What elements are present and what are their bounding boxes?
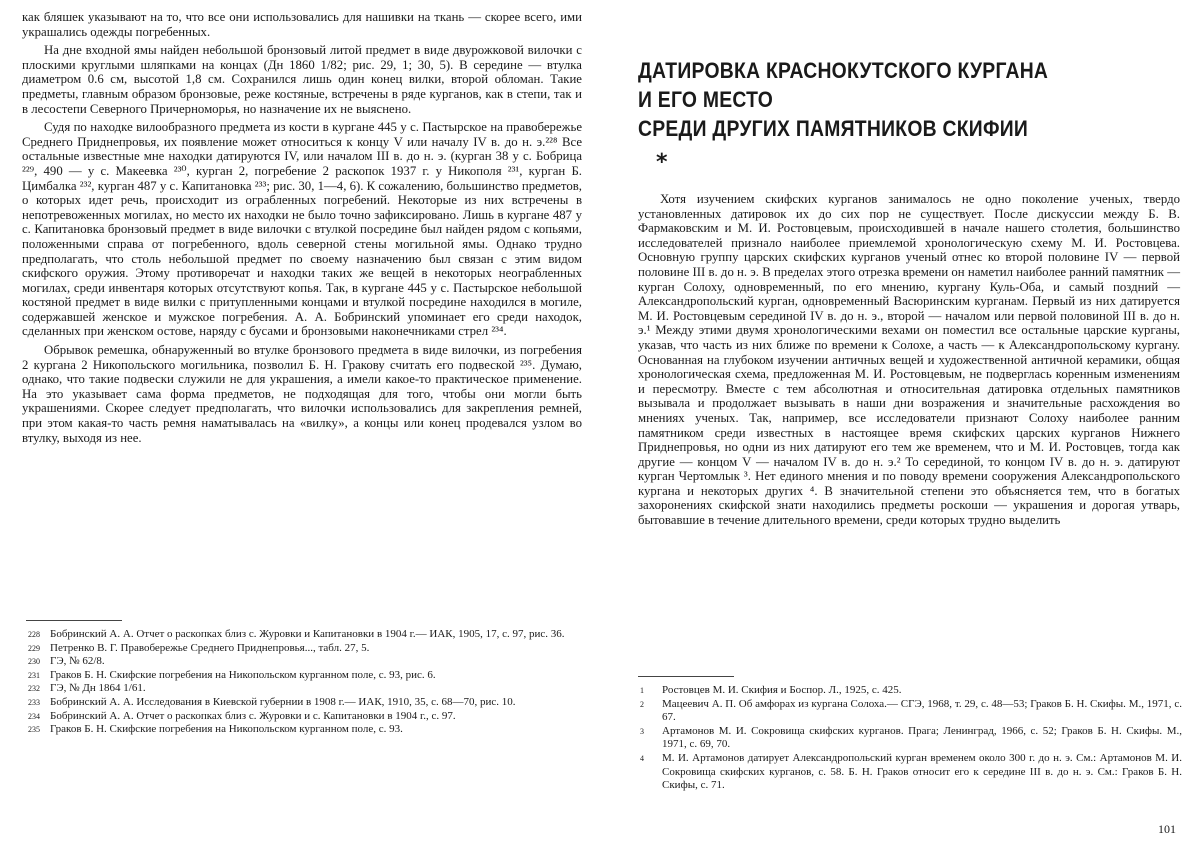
footnote-number: 1: [640, 686, 644, 695]
footnote-text: Бобринский А. А. Отчет о раскопках близ с. Журовки и с. Капитановки в 1904 г., с. 97.: [50, 709, 456, 722]
footnote: [28, 723, 580, 737]
footnote-number: 234: [28, 711, 40, 721]
footnote-text: Петренко В. Г. Правобережье Среднего Приднепровья..., табл. 27, 5.: [50, 641, 370, 654]
footnote-number: 4: [640, 753, 644, 763]
footnote-text: Граков Б. Н. Скифские погребения на Никопольском курганном поле, с. 93, рис. 6.: [50, 668, 436, 681]
chapter-heading: [638, 56, 1102, 143]
left-footnotes: [28, 628, 580, 737]
footnote-text: Ростовцев М. И. Скифия и Боспор. Л., 1925, с. 425.: [662, 684, 902, 696]
heading-line: СРЕДИ ДРУГИХ ПАМЯТНИКОВ СКИФИИ: [638, 116, 1029, 141]
footnote: [28, 682, 580, 696]
footnote: [28, 642, 580, 656]
footnote-number: 231: [28, 670, 40, 680]
footnote-text: М. И. Артамонов датирует Александропольский курган временем около 300 г. до н. э. См.: Артамонов М. И. Сокровища скифских курганов, с. 58. Б. Н. Граков относит его к середине III в. до н. э. См.: Граков Б. Н. Скифы, с. 71.: [662, 751, 1182, 792]
footnote-number: 232: [28, 684, 40, 694]
footnote: [28, 628, 580, 642]
footnote: [28, 655, 580, 669]
footnote-text: Бобринский А. А. Отчет о раскопках близ с. Журовки и Капитановки в 1904 г.— ИАК, 1905, 17, с. 97, рис. 36.: [50, 628, 565, 640]
heading-line: И ЕГО МЕСТО: [638, 87, 774, 112]
footnote: [640, 725, 1182, 752]
footnote-number: 2: [640, 699, 644, 709]
footnote-text: Мацеевич А. П. Об амфорах из кургана Солоха.— СГЭ, 1968, т. 29, с. 48—53; Граков Б. Н. Скифы. М., 1971, с. 67.: [662, 697, 1182, 724]
footnote-text: Артамонов М. И. Сокровища скифских курганов. Прага; Ленинград, 1966, с. 52; Граков Б. Н. Скифы. М., 1971, с. 69, 70.: [662, 724, 1182, 751]
footnote-text: Граков Б. Н. Скифские погребения на Никопольском курганном поле, с. 93.: [50, 723, 403, 736]
paragraph: Судя по находке вилообразного предмета из кости в кургане 445 у с. Пастырское на правобережье Среднего Приднепровья, их появление может относиться к концу V или началу IV в. до н. э.²²⁸ Все остальные известные мне находки датируются IV, или началом III в. до н. э. (курган 38 у с. Бобрица ²²⁹, 490 — у с. Макеевка ²³⁰, курган 2, погребение 2 раскопок 1937 г. у Никополя ²³¹, курган Б. Цимбалка ²³², курган 487 у с. Капитановка ²³³; рис. 30, 1—4, 6). К сожалению, большинство предметов, о которых идет речь, происходит из ограбленных погребений. Некоторые из них встречены в непотревоженных могилах, но место их находки не было точно зафиксировано. Лишь в кургане 487 у с. Капитановка бронзовый предмет в виде вилочки с втулкой посредине был найден рядом с копьями, положенными справа от погребенного, вдоль северной стены могильной ямы. Однако трудно предполагать, что столь небольшой предмет по своему назначению был связан с этим видом скифского оружия. Этому противоречат и находки таких же вещей в некоторых неограбленных могилах, среди инвентаря которых отсутствуют копья. Так, в кургане 445 у с. Пастырское небольшой костяной предмет в виде вилки с притупленными концами и втулкой посредине находился в могиле, содержавшей женское и мужское погребения. А. А. Бобринский упоминает его среди находок, сделанных при женском остове, наряду с бусами и бронзовыми наконечниками стрел ²³⁴.: [22, 120, 582, 339]
footnote-text: ГЭ, № 62/8.: [50, 655, 105, 668]
footnote: [640, 684, 1182, 698]
paragraph: как бляшек указывают на то, что все они использовались для нашивки на ткань — скорее всего, ими украшались одежды погребенных.: [22, 10, 582, 39]
footnote: [640, 752, 1182, 793]
footnote-rule: [638, 676, 734, 677]
footnote-number: 235: [28, 725, 40, 735]
footnote: [28, 696, 580, 710]
footnote: [640, 698, 1182, 725]
page-number: 101: [1158, 822, 1176, 836]
footnote-number: 3: [640, 726, 644, 736]
paragraph: Хотя изучением скифских курганов занималось не одно поколение ученых, твердо установленных датировок их до сих пор не существует. После дискуссии между Б. В. Фармаковским и М. И. Ростовцевым, происходившей в начале нашего столетия, большинство исследователей признало наиболее приемлемой хронологическую схему М. И. Ростовцева. Основную группу царских скифских курганов ученый отнес ко второй половине IV — первой половине III в. до н. э. В пределах этого отрезка времени он наметил наиболее ранний памятник — курган Солоху, одновременный, по его мнению, кургану Куль-Оба, и самый поздний — Александропольский курган, одновременный Васюринским курганам. Первый из них датируется М. И. Ростовцевым серединой IV в. до н. э., второй — началом или первой половиной III в. до н. э.¹ Между этими двумя хронологическими вехами он поместил все остальные царские курганы, указав, что часть из них ближе по времени к Солохе, а часть — к Александропольскому кургану. Основанная на глубоком изучении античных вещей и художественной античной керамики, общая хронологическая схема, предложенная М. И. Ростовцевым, не подверглась коренным изменениям и пересмотру. Вместе с тем абсолютная и относительная датировка отдельных памятников вызывала и продолжает вызывать в наши дни возражения и значительные расхождения во мнениях ученых. Так, например, все исследователи признают Солоху наиболее ранним памятником среди известных в настоящее время скифских царских курганов Нижнего Приднепровья, но одни из них датируют его тем же временем, что и М. И. Ростовцев, тогда как другие — концом V — началом IV в. до н. э.² То серединой, то концом IV в. до н. э. датируют курган Чертомлык ³. Нет единого мнения и по поводу времени сооружения Александропольского кургана и некоторых других ⁴. В значительной степени это объясняется тем, что в богатых захоронениях скифской знати находились предметы роскоши — украшения и дорогая утварь, бытовавшие в течение длительного времени, среди которых трудно выделить: [638, 192, 1180, 528]
footnote-text: Бобринский А. А. Исследования в Киевской губернии в 1908 г.— ИАК, 1910, 35, с. 68—70, рис. 10.: [50, 695, 516, 708]
footnote-text: ГЭ, № Дн 1864 1/61.: [50, 682, 146, 695]
footnote-rule: [26, 620, 122, 621]
heading-line: ДАТИРОВКА КРАСНОКУТСКОГО КУРГАНА: [638, 58, 1049, 83]
paragraph: Обрывок ремешка, обнаруженный во втулке бронзового предмета в виде вилочки, из погребения 2 кургана 2 Никопольского могильника, позволил Б. Н. Гракову считать его подвеской ²³⁵. Думаю, однако, что такие подвески служили не для украшения, а имели какое-то практическое применение. На это указывает сама форма предметов, не подходящая для того, чтобы они могли быть украшениями. Скорее следует предполагать, что вилочки использовались для закрепления ремней, при этом какая-то часть ремня наматывалась на «вилку», а концы или конец продевался узлом во втулку, выходя из нее.: [22, 343, 582, 445]
asterisk-ornament: *: [656, 150, 668, 175]
left-body-text: [22, 10, 582, 449]
footnote-number: 229: [28, 643, 40, 653]
right-footnotes: [640, 684, 1182, 793]
right-body-text: [638, 192, 1180, 532]
footnote: [28, 710, 580, 724]
footnote-number: 228: [28, 630, 40, 639]
footnote-number: 230: [28, 657, 40, 667]
footnote: [28, 669, 580, 683]
footnote-number: 233: [28, 697, 40, 707]
paragraph: На дне входной ямы найден небольшой бронзовый литой предмет в виде двурожковой вилочки с плоскими круглыми шляпками на концах (Дн 1860 1/82; рис. 29, 1; 30, 5). В середине — втулка диаметром 0.6 см, высотой 1,8 см. Сохранился лишь один конец вилки, второй обломан. Такие предметы, главным образом бронзовые, реже костяные, встречены в ряде курганов, как в степи, так и в лесостепи Северного Причерноморья, но назначение их не выяснено.: [22, 43, 582, 116]
